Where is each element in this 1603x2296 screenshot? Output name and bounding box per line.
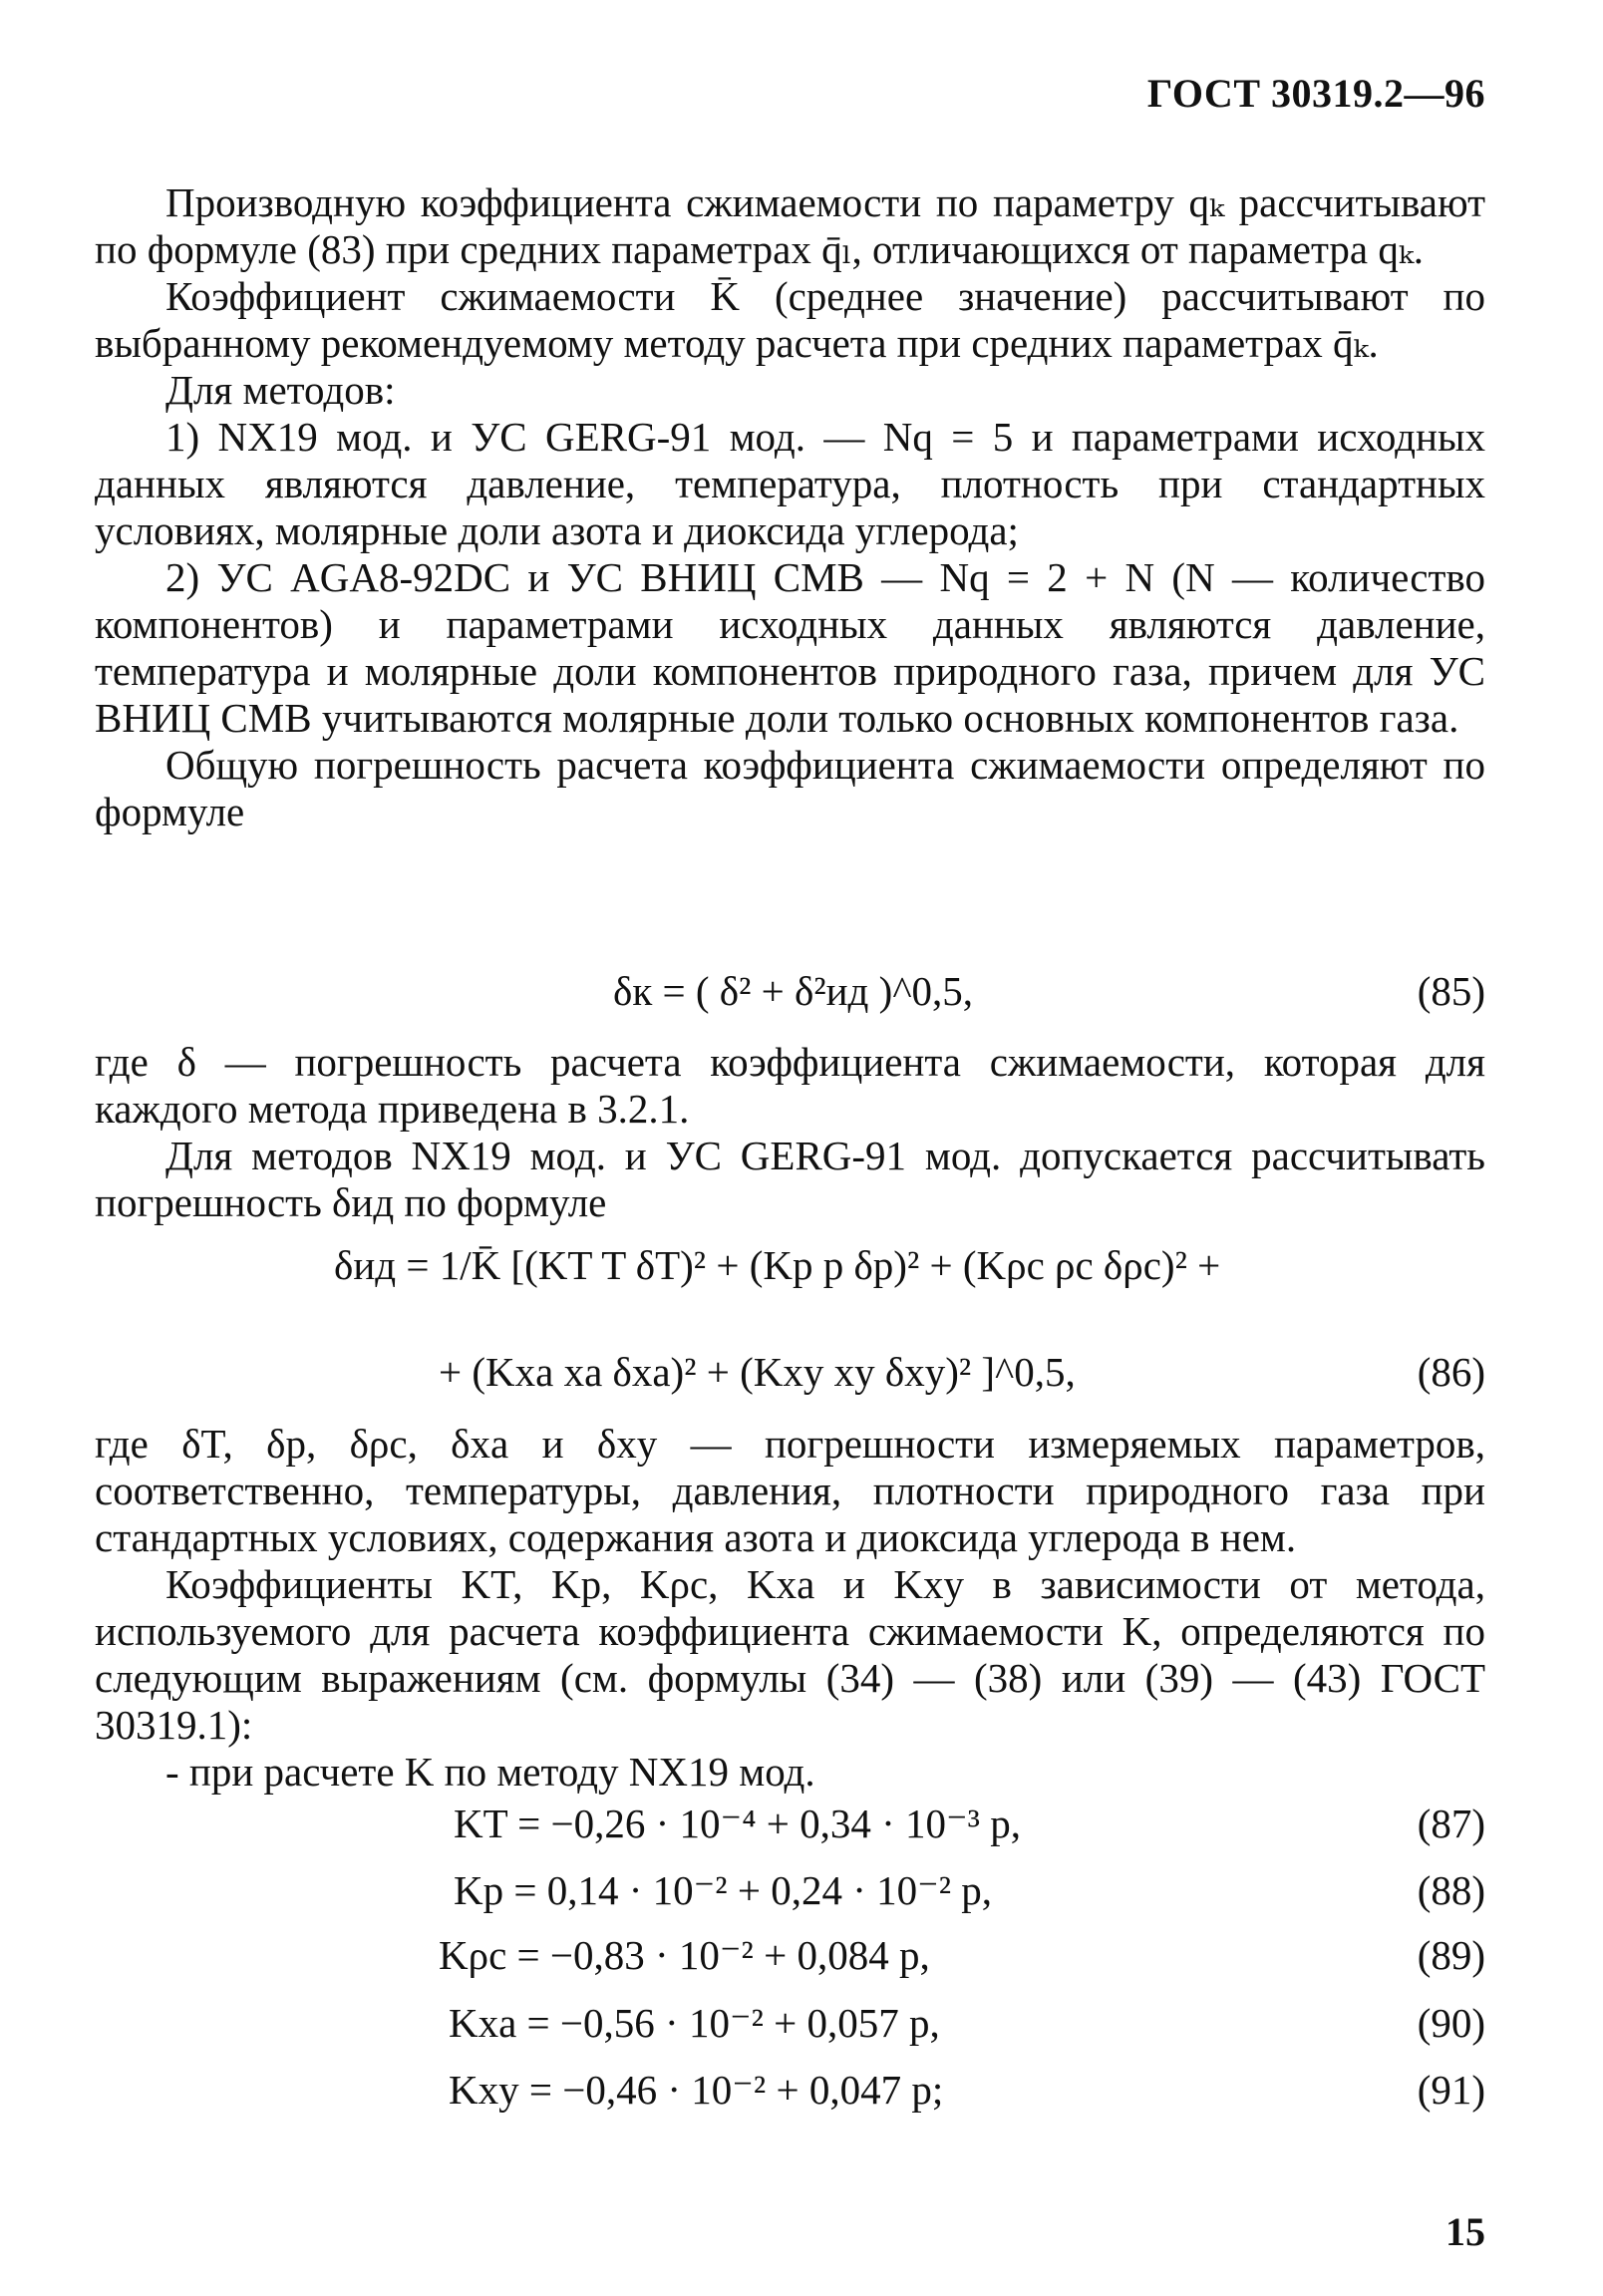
formula-85-number: (85) <box>1417 968 1485 1014</box>
formula-89-expression: Kρc = −0,83 · 10⁻² + 0,084 p, <box>439 1932 930 1978</box>
formula-91-expression: Kxy = −0,46 · 10⁻² + 0,047 p; <box>449 2067 944 2113</box>
formula-91 <box>95 2066 1485 2126</box>
formula-87 <box>95 1800 1485 1859</box>
formula-88-expression: Kp = 0,14 · 10⁻² + 0,24 · 10⁻² p, <box>454 1867 993 1913</box>
formula-86-expression-2: + (Kxa xa δxa)² + (Kxy xy δxy)² ]^0,5, <box>439 1349 1076 1395</box>
formula-91-number: (91) <box>1417 2067 1485 2113</box>
standard-header: ГОСТ 30319.2—96 <box>1146 71 1485 116</box>
paragraph-where-errors: где δT, δp, δρc, δxa и δxy — погрешности измеряемых параметров, соответственно, температуры, давления, плотности природного газа при стандартных условиях, содержания азота и диоксида углерода в нем. <box>95 1421 1485 1560</box>
formula-88 <box>95 1866 1485 1926</box>
body-block-2 <box>95 1039 1485 1226</box>
formula-90-expression: Kxa = −0,56 · 10⁻² + 0,057 p, <box>449 2000 940 2046</box>
paragraph-delta-id: Для методов NX19 мод. и УС GERG-91 мод. допускается рассчитывать погрешность δид по формуле <box>95 1133 1485 1225</box>
body-block-1 <box>95 179 1485 835</box>
body-block-3 <box>95 1421 1485 1796</box>
formula-87-number: (87) <box>1417 1801 1485 1846</box>
formula-86-number: (86) <box>1417 1349 1485 1395</box>
formula-86-line-2 <box>95 1348 1485 1408</box>
formula-85-expression: δк = ( δ² + δ²ид )^0,5, <box>613 968 974 1014</box>
formula-85 <box>95 967 1485 1027</box>
paragraph-for-methods: Для методов: <box>165 367 396 413</box>
page-number: 15 <box>1445 2209 1485 2254</box>
formula-90-number: (90) <box>1417 2000 1485 2046</box>
formula-86-line-1 <box>95 1241 1485 1301</box>
formula-88-number: (88) <box>1417 1867 1485 1913</box>
paragraph-method-1: 1) NX19 мод. и УС GERG-91 мод. — Nq = 5 и параметрами исходных данных являются давление, температура, плотность при стандартных условиях, молярные доли азота и диоксида углерода; <box>95 414 1485 553</box>
paragraph-derivative: Производную коэффициента сжимаемости по параметру qₖ рассчитывают по формуле (83) при средних параметрах q̄ₗ, отличающихся от параметра qₖ. <box>95 179 1485 272</box>
formula-89-number: (89) <box>1417 1932 1485 1978</box>
paragraph-total-error: Общую погрешность расчета коэффициента сжимаемости определяют по формуле <box>95 742 1485 834</box>
paragraph-nx19: - при расчете K по методу NX19 мод. <box>165 1749 815 1795</box>
formula-86-expression-1: δид = 1/K̄ [(KT T δT)² + (Kp p δp)² + (Kρc ρc δρc)² + <box>334 1242 1221 1288</box>
paragraph-where-delta: где δ — погрешность расчета коэффициента сжимаемости, которая для каждого метода приведена в 3.2.1. <box>95 1039 1485 1132</box>
paragraph-mean-coefficient: Коэффициент сжимаемости K̄ (среднее значение) рассчитывают по выбранному рекомендуемому методу расчета при средних параметрах q̄ₖ. <box>95 273 1485 366</box>
formula-90 <box>95 1999 1485 2059</box>
paragraph-method-2: 2) УС AGA8-92DC и УС ВНИЦ СМВ — Nq = 2 + N (N — количество компонентов) и параметрами исходных данных являются давление, температура и молярные доли компонентов природного газа, причем для УС ВНИЦ СМВ учитываются молярные доли только основных компонентов газа. <box>95 554 1485 741</box>
paragraph-coefficients: Коэффициенты KT, Kp, Kρc, Kxa и Kxy в зависимости от метода, используемого для расчета коэффициента сжимаемости K, определяются по следующим выражениям (см. формулы (34) — (38) или (39) — (43) ГОСТ 30319.1): <box>95 1561 1485 1748</box>
formula-89 <box>95 1931 1485 1991</box>
formula-87-expression: KT = −0,26 · 10⁻⁴ + 0,34 · 10⁻³ p, <box>454 1801 1021 1846</box>
